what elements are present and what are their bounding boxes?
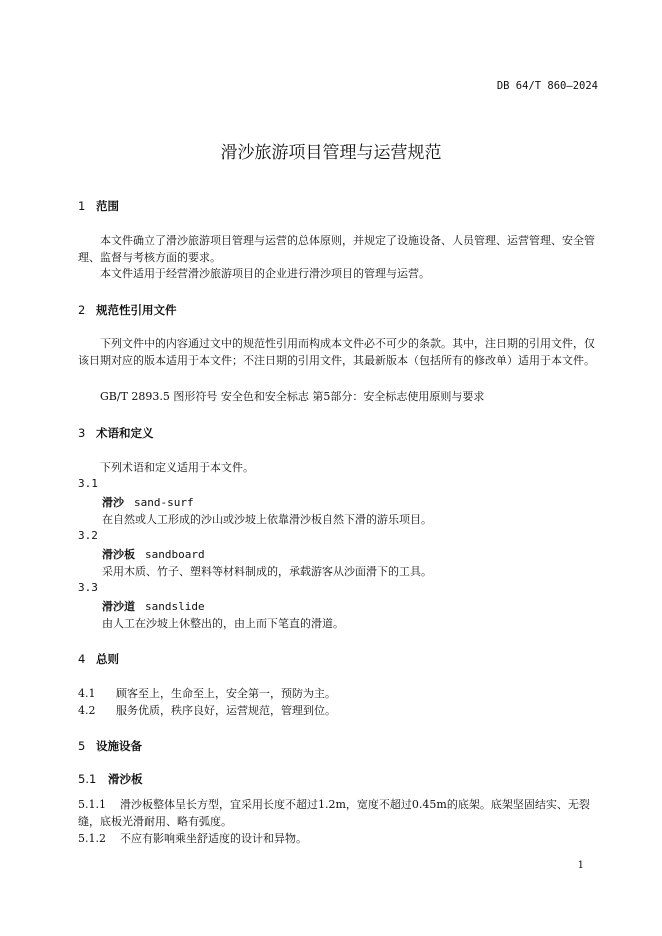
clause-number: 5.1.1 — [78, 798, 106, 811]
subsection-number: 5.1 — [78, 772, 97, 786]
section-number: 5 — [78, 739, 86, 753]
term-number: 3.3 — [78, 581, 98, 594]
normative-reference: GB/T 2893.5 图形符号 安全色和安全标志 第5部分：安全标志使用原则与要求 — [100, 390, 485, 403]
subsection-title: 滑沙板 — [108, 772, 143, 786]
section-number: 1 — [78, 199, 86, 213]
term-name — [102, 546, 205, 562]
term-name — [102, 494, 194, 510]
section-3-intro: 下列术语和定义适用于本文件。 — [100, 461, 254, 474]
term-en: sand-surf — [134, 496, 194, 509]
section-number: 4 — [78, 652, 86, 666]
clause-5-1-1 — [78, 797, 602, 830]
section-1-paragraph-1: 本文件确立了滑沙旅游项目管理与运营的总体原则，并规定了设施设备、人员管理、运营管理、安全管理、监督与考核方面的要求。 — [78, 234, 595, 264]
term-number: 3.1 — [78, 477, 98, 490]
term-en: sandslide — [145, 600, 205, 613]
page-number: 1 — [577, 860, 584, 871]
section-title: 设施设备 — [96, 739, 142, 753]
term-definition: 在自然或人工形成的沙山或沙坡上依靠滑沙板自然下滑的游乐项目。 — [102, 513, 432, 526]
clause-number: 4.1 — [78, 687, 96, 700]
clause-4-1 — [78, 685, 336, 701]
section-title: 规范性引用文件 — [96, 303, 177, 317]
section-3-heading — [78, 425, 154, 441]
clause-text: 不应有影响乘坐舒适度的设计和异物。 — [120, 832, 307, 845]
section-4-heading — [78, 651, 119, 667]
section-1-heading — [78, 198, 119, 214]
section-title: 术语和定义 — [96, 426, 154, 440]
term-name — [102, 598, 205, 614]
document-title: 滑沙旅游项目管理与运营规范 — [220, 143, 442, 163]
clause-text: 顾客至上，生命至上，安全第一，预防为主。 — [116, 687, 336, 700]
term-definition: 由人工在沙坡上休整出的，由上而下笔直的滑道。 — [102, 617, 344, 630]
term-number: 3.2 — [78, 529, 98, 542]
term-zh: 滑沙道 — [102, 600, 135, 613]
section-number: 3 — [78, 426, 86, 440]
term-zh: 滑沙 — [102, 496, 124, 509]
standard-number: DB 64/T 860—2024 — [496, 80, 598, 92]
clause-number: 4.2 — [78, 704, 96, 717]
section-1-paragraph-2: 本文件适用于经营滑沙旅游项目的企业进行滑沙项目的管理与运营。 — [100, 267, 430, 280]
clause-text: 滑沙板整体呈长方型，宜采用长度不超过1.2m，宽度不超过0.45m的底架。底架坚固结实、无裂缝，底板光滑耐用、略有弧度。 — [78, 798, 590, 828]
section-title: 范围 — [96, 199, 119, 213]
clause-5-1-2 — [78, 831, 602, 848]
clause-number: 5.1.2 — [78, 832, 106, 845]
term-zh: 滑沙板 — [102, 548, 135, 561]
clause-4-2 — [78, 702, 336, 718]
section-number: 2 — [78, 303, 86, 317]
section-2-heading — [78, 302, 177, 318]
subsection-5-1-heading — [78, 771, 143, 787]
section-2-paragraph-1: 下列文件中的内容通过文中的规范性引用而构成本文件必不可少的条款。其中，注日期的引用文件，仅该日期对应的版本适用于本文件；不注日期的引用文件，其最新版本（包括所有的修改单）适用于本文件。 — [78, 337, 595, 367]
section-5-heading — [78, 738, 142, 754]
term-definition: 采用木质、竹子、塑料等材料制成的，承载游客从沙面滑下的工具。 — [102, 565, 432, 578]
term-en: sandboard — [145, 548, 205, 561]
clause-text: 服务优质，秩序良好，运营规范，管理到位。 — [116, 704, 336, 717]
section-title: 总则 — [96, 652, 119, 666]
